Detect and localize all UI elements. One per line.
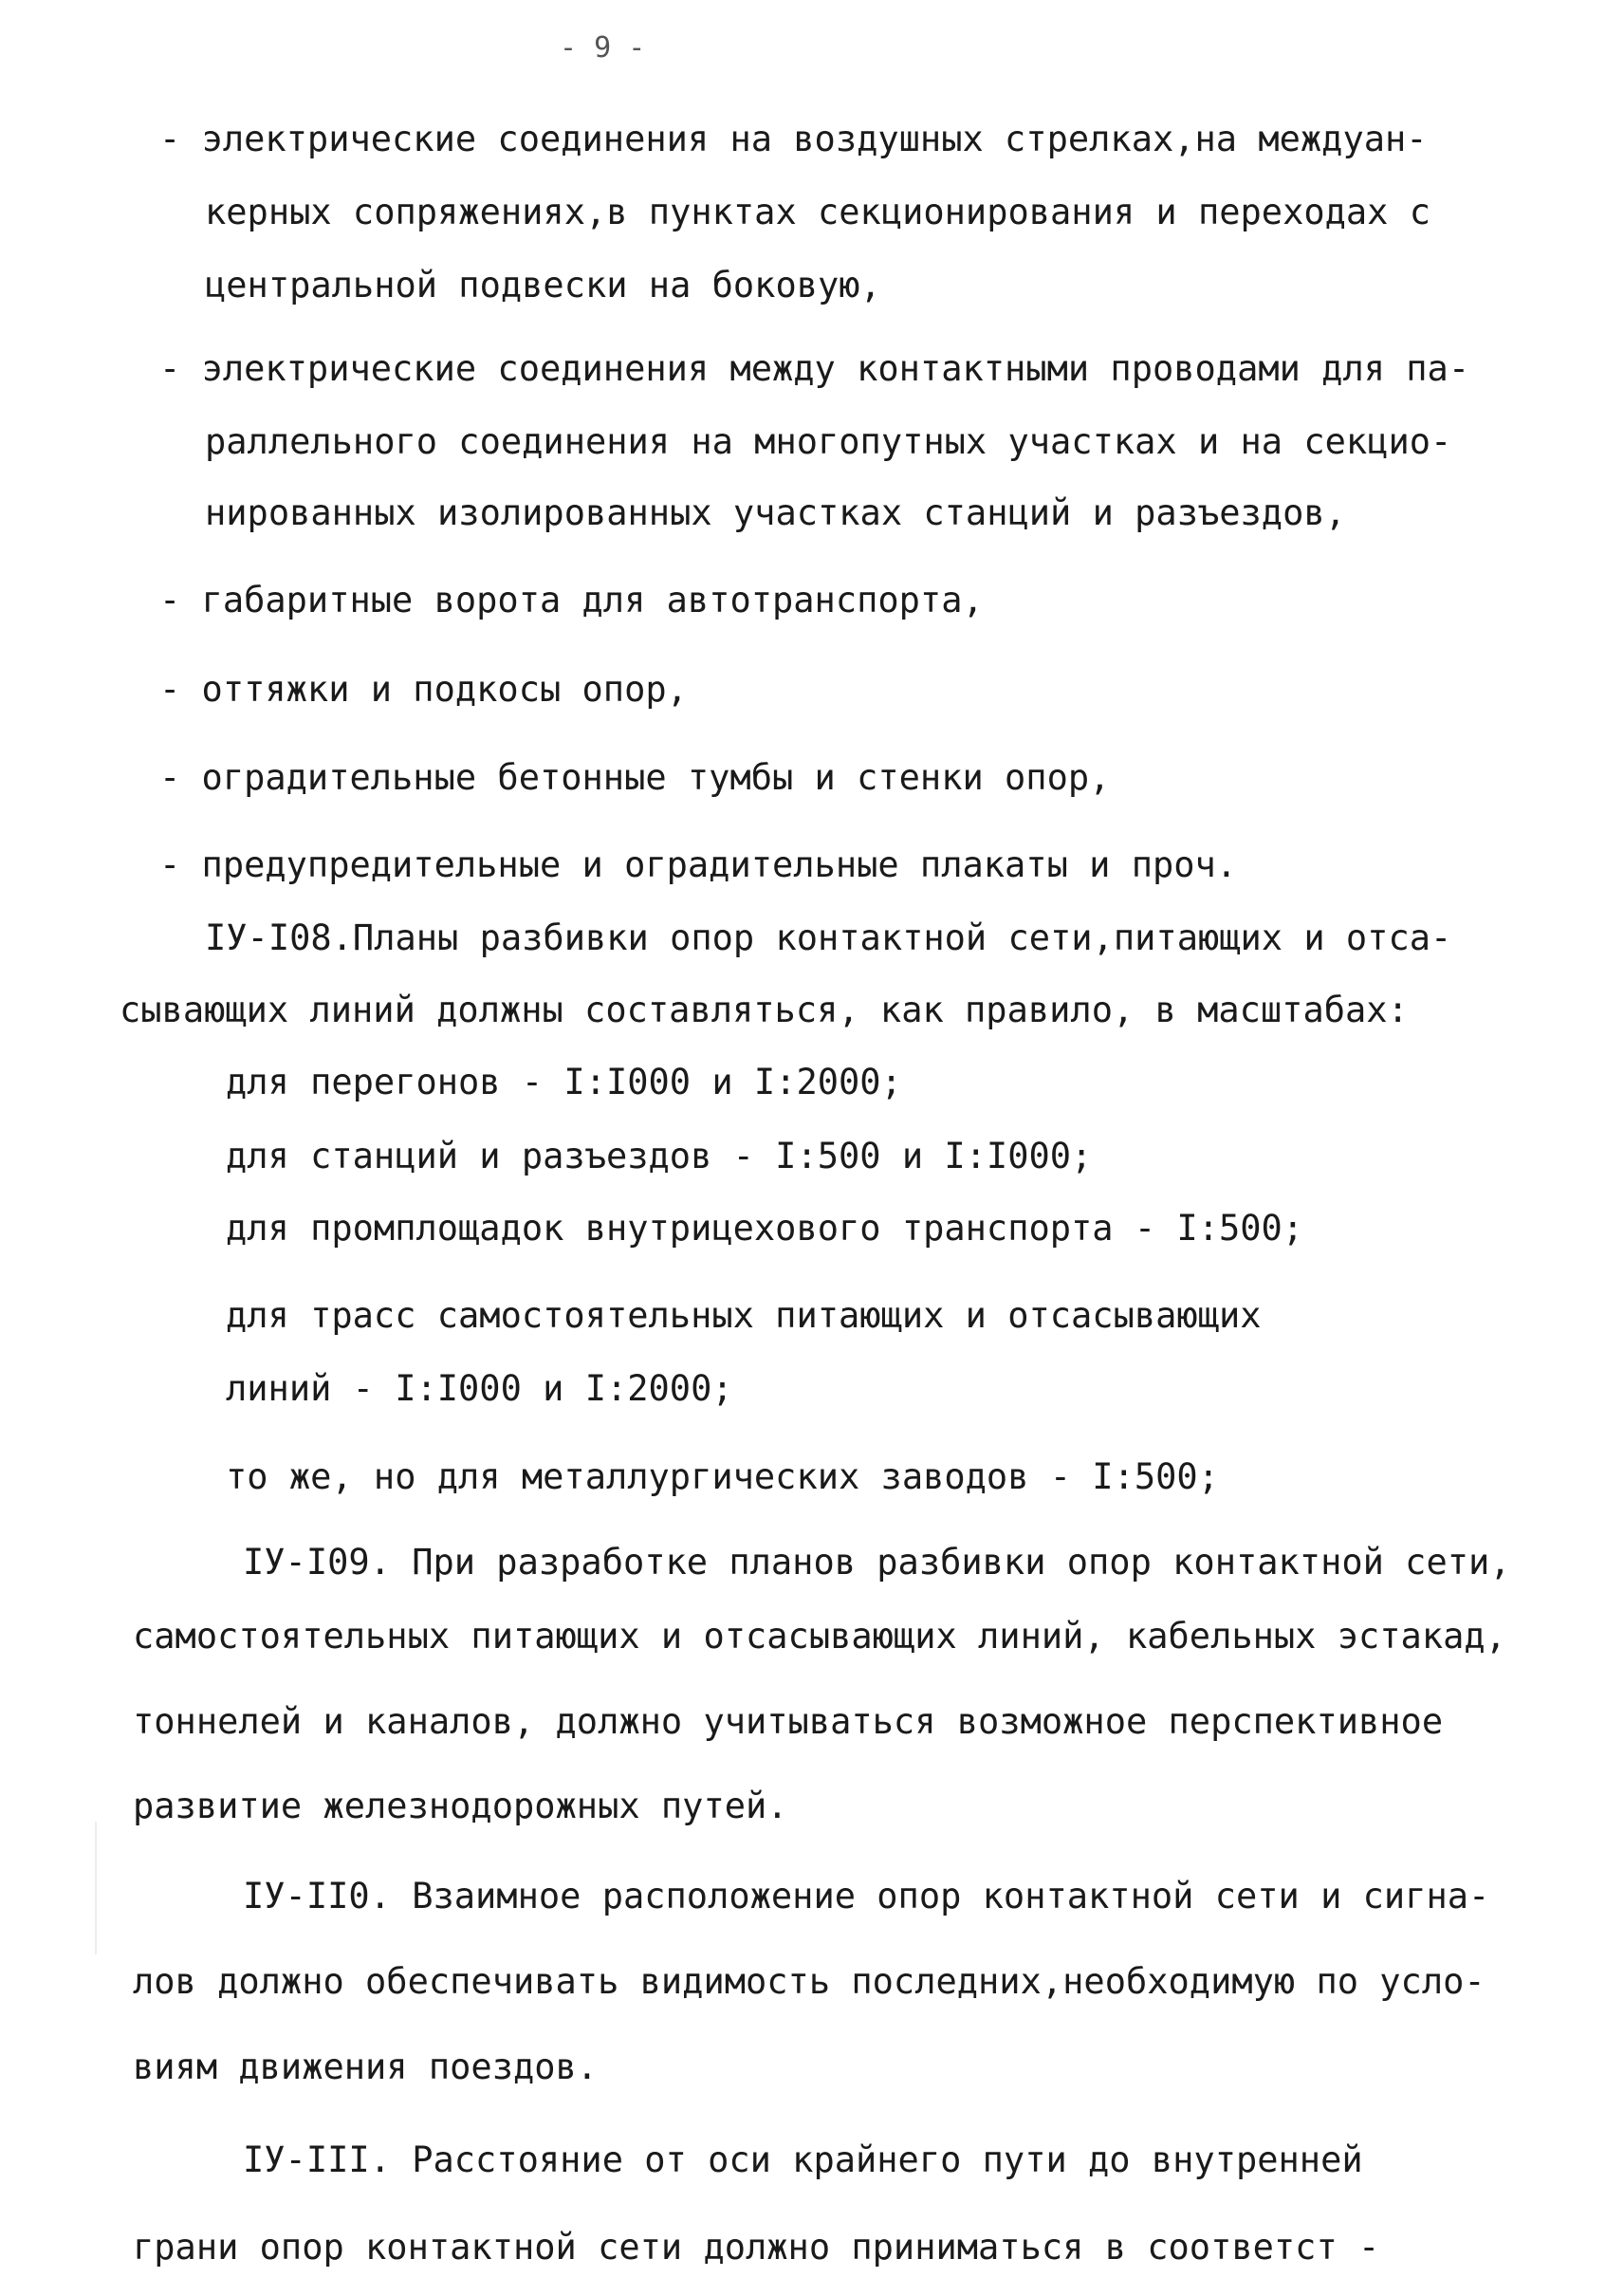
- scale-item: то же, но для металлургических заводов - I:500;: [226, 1456, 1219, 1497]
- text-line: IУ-II0. Взаимное расположение опор контактной сети и сигна-: [243, 1876, 1490, 1916]
- text-line: развитие железнодорожных путей.: [133, 1786, 788, 1826]
- text-line: виям движения поездов.: [133, 2046, 599, 2087]
- text-line: - предупредительные и оградительные плакаты и проч.: [159, 844, 1238, 885]
- page-number: - 9 -: [560, 31, 646, 65]
- scale-item: для промплощадок внутрицехового транспорта - I:500;: [226, 1208, 1304, 1249]
- text-line: IУ-III. Расстояние от оси крайнего пути до внутренней: [243, 2139, 1363, 2180]
- text-line: тоннелей и каналов, должно учитываться возможное перспективное: [133, 1701, 1444, 1742]
- text-line: нированных изолированных участках станций и разъездов,: [205, 492, 1346, 533]
- text-line: - оттяжки и подкосы опор,: [159, 669, 688, 710]
- text-line: IУ-I09. При разработке планов разбивки опор контактной сети,: [243, 1542, 1511, 1583]
- text-line: раллельного соединения на многопутных участках и на секцио-: [205, 421, 1452, 462]
- text-line: - оградительные бетонные тумбы и стенки опор,: [159, 757, 1111, 798]
- text-line: самостоятельных питающих и отсасывающих линий, кабельных эстакад,: [133, 1616, 1506, 1657]
- text-line: грани опор контактной сети должно приниматься в соответст -: [133, 2227, 1380, 2268]
- text-line: IУ-I08.Планы разбивки опор контактной сети,питающих и отса-: [205, 917, 1452, 958]
- text-line: центральной подвески на боковую,: [205, 265, 881, 306]
- scale-item: для перегонов - I:I000 и I:2000;: [226, 1062, 902, 1102]
- text-line: - электрические соединения на воздушных стрелках,на междуан-: [159, 119, 1428, 159]
- text-line: керных сопряжениях,в пунктах секционирования и переходах с: [205, 192, 1431, 232]
- scale-item: линий - I:I000 и I:2000;: [226, 1368, 733, 1409]
- text-line: - габаритные ворота для автотранспорта,: [159, 580, 984, 620]
- text-line: лов должно обеспечивать видимость последних,необходимую по усло-: [133, 1961, 1486, 2002]
- text-line: сывающих линий должны составляться, как правило, в масштабах:: [120, 990, 1409, 1030]
- scale-item: для трасс самостоятельных питающих и отсасывающих: [226, 1295, 1262, 1336]
- text-line: - электрические соединения между контактными проводами для па-: [159, 348, 1470, 389]
- scale-item: для станций и разъездов - I:500 и I:I000;: [226, 1136, 1093, 1176]
- scan-speck: [95, 1822, 97, 1954]
